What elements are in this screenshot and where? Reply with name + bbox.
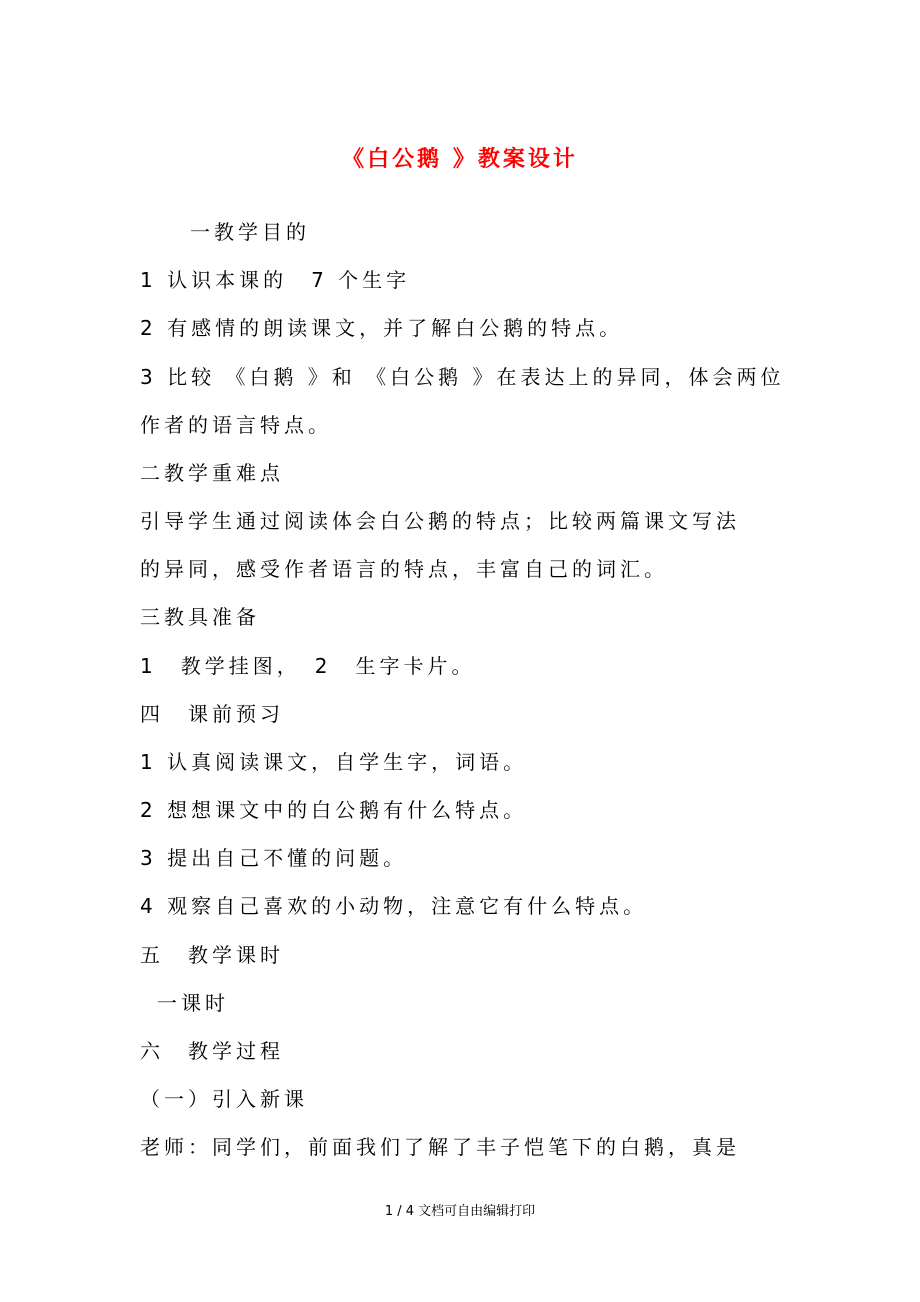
section-heading-process: 六 教学过程 <box>140 1039 284 1063</box>
paragraph-line: 老师：同学们，前面我们了解了丰子恺笔下的白鹅，真是 <box>140 1135 740 1159</box>
paragraph-line: 1 认真阅读课文，自学生字，词语。 <box>140 750 528 774</box>
paragraph-line: 2 想想课文中的白公鹅有什么特点。 <box>140 798 528 822</box>
paragraph-line: 的异同，感受作者语言的特点，丰富自己的词汇。 <box>140 557 668 581</box>
paragraph-line: 1 教学挂图， 2 生字卡片。 <box>140 654 476 678</box>
section-heading-periods: 五 教学课时 <box>140 943 284 967</box>
paragraph-line: 一课时 <box>157 991 229 1015</box>
paragraph-line: 3 提出自己不懂的问题。 <box>140 846 408 870</box>
paragraph-line: 3 比较 《白鹅 》和 《白公鹅 》在表达上的异同，体会两位 <box>140 365 785 389</box>
document-title: 《白公鹅 》教案设计 <box>342 147 578 172</box>
section-heading-materials: 三教具准备 <box>140 605 260 629</box>
subsection-heading: （一）引入新课 <box>140 1087 308 1111</box>
paragraph-line: 引导学生通过阅读体会白公鹅的特点；比较两篇课文写法 <box>140 509 740 533</box>
paragraph-line: 1 认识本课的 7 个生字 <box>140 268 411 292</box>
section-heading-key-points: 二教学重难点 <box>140 461 284 485</box>
section-heading-preview: 四 课前预习 <box>140 702 284 726</box>
page-footer: 1 / 4 文档可自由编辑打印 <box>384 1204 536 1219</box>
paragraph-line: 4 观察自己喜欢的小动物，注意它有什么特点。 <box>140 894 648 918</box>
paragraph-line: 作者的语言特点。 <box>140 413 332 437</box>
paragraph-line: 2 有感情的朗读课文，并了解白公鹅的特点。 <box>140 316 624 340</box>
section-heading-objectives: 一教学目的 <box>190 220 310 244</box>
